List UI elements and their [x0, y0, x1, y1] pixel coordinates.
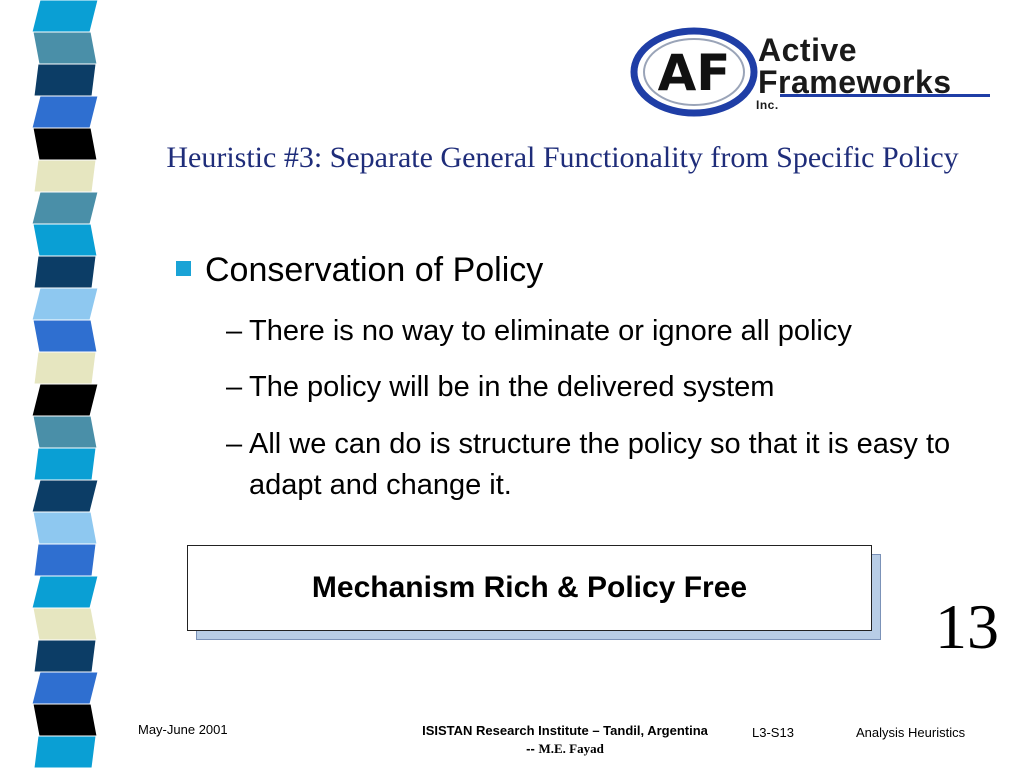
logo-word-frameworks: Frameworks [758, 64, 952, 100]
stripe-segment [34, 352, 96, 384]
stripe-segment [33, 128, 97, 160]
footer-topic: Analysis Heuristics [856, 725, 966, 740]
stripe-segment [32, 192, 98, 224]
stripe-segment [34, 736, 96, 768]
sub-bullet [226, 424, 986, 506]
stripe-segment [34, 256, 96, 288]
footer-slide-code: L3-S13 [752, 725, 794, 740]
sub-bullet-text: All we can do is structure the policy so that it is easy to adapt and change it. [249, 428, 951, 501]
stripe-segment [34, 544, 96, 576]
main-bullet-label: Conservation of Policy [205, 251, 544, 289]
logo-word-inc: Inc. [756, 98, 779, 112]
stripe-segment [34, 640, 96, 672]
main-bullet [176, 250, 543, 290]
footer-institute [420, 722, 710, 758]
logo-word-active: Active [758, 32, 858, 68]
stripe-segment [32, 480, 98, 512]
stripe-segment [33, 224, 97, 256]
stripe-segment [32, 576, 98, 608]
stripe-segment [32, 672, 98, 704]
stripe-segment [32, 288, 98, 320]
stripe-segment [34, 64, 96, 96]
sub-bullet [226, 367, 986, 408]
slide-title: Heuristic #3: Separate General Functionality from Specific Policy [166, 141, 959, 174]
callout-box [187, 545, 872, 631]
stripe-segment [33, 32, 97, 64]
stripe-segment [33, 320, 97, 352]
slide-number: 13 [935, 591, 999, 662]
dash-bullet: – [226, 371, 243, 403]
stripe-segment [34, 160, 96, 192]
footer-author: M.E. Fayad [538, 741, 604, 756]
sub-bullet-text: The policy will be in the delivered system [249, 371, 775, 403]
dash-bullet: – [226, 428, 243, 460]
stripe-segment [32, 0, 98, 32]
logo-mark-icon [630, 26, 758, 118]
sub-bullet [226, 311, 986, 352]
dash-bullet: – [226, 315, 243, 347]
stripe-segment [32, 96, 98, 128]
logo-monogram: AF [657, 44, 731, 102]
stripe-segment [33, 512, 97, 544]
sub-bullet-text: There is no way to eliminate or ignore all policy [249, 315, 852, 347]
stripe-segment [33, 704, 97, 736]
footer-date: May-June 2001 [138, 722, 228, 737]
stripe-segment [33, 416, 97, 448]
stripe-segment [33, 608, 97, 640]
footer-institute-text: ISISTAN Research Institute – Tandil, Argentina -- [422, 723, 708, 756]
stripe-segment [32, 384, 98, 416]
callout-text: Mechanism Rich & Policy Free [311, 571, 748, 604]
stripe-segment [34, 448, 96, 480]
company-logo [630, 22, 1000, 122]
square-bullet-icon [176, 261, 191, 276]
decorative-stripe [0, 0, 100, 768]
